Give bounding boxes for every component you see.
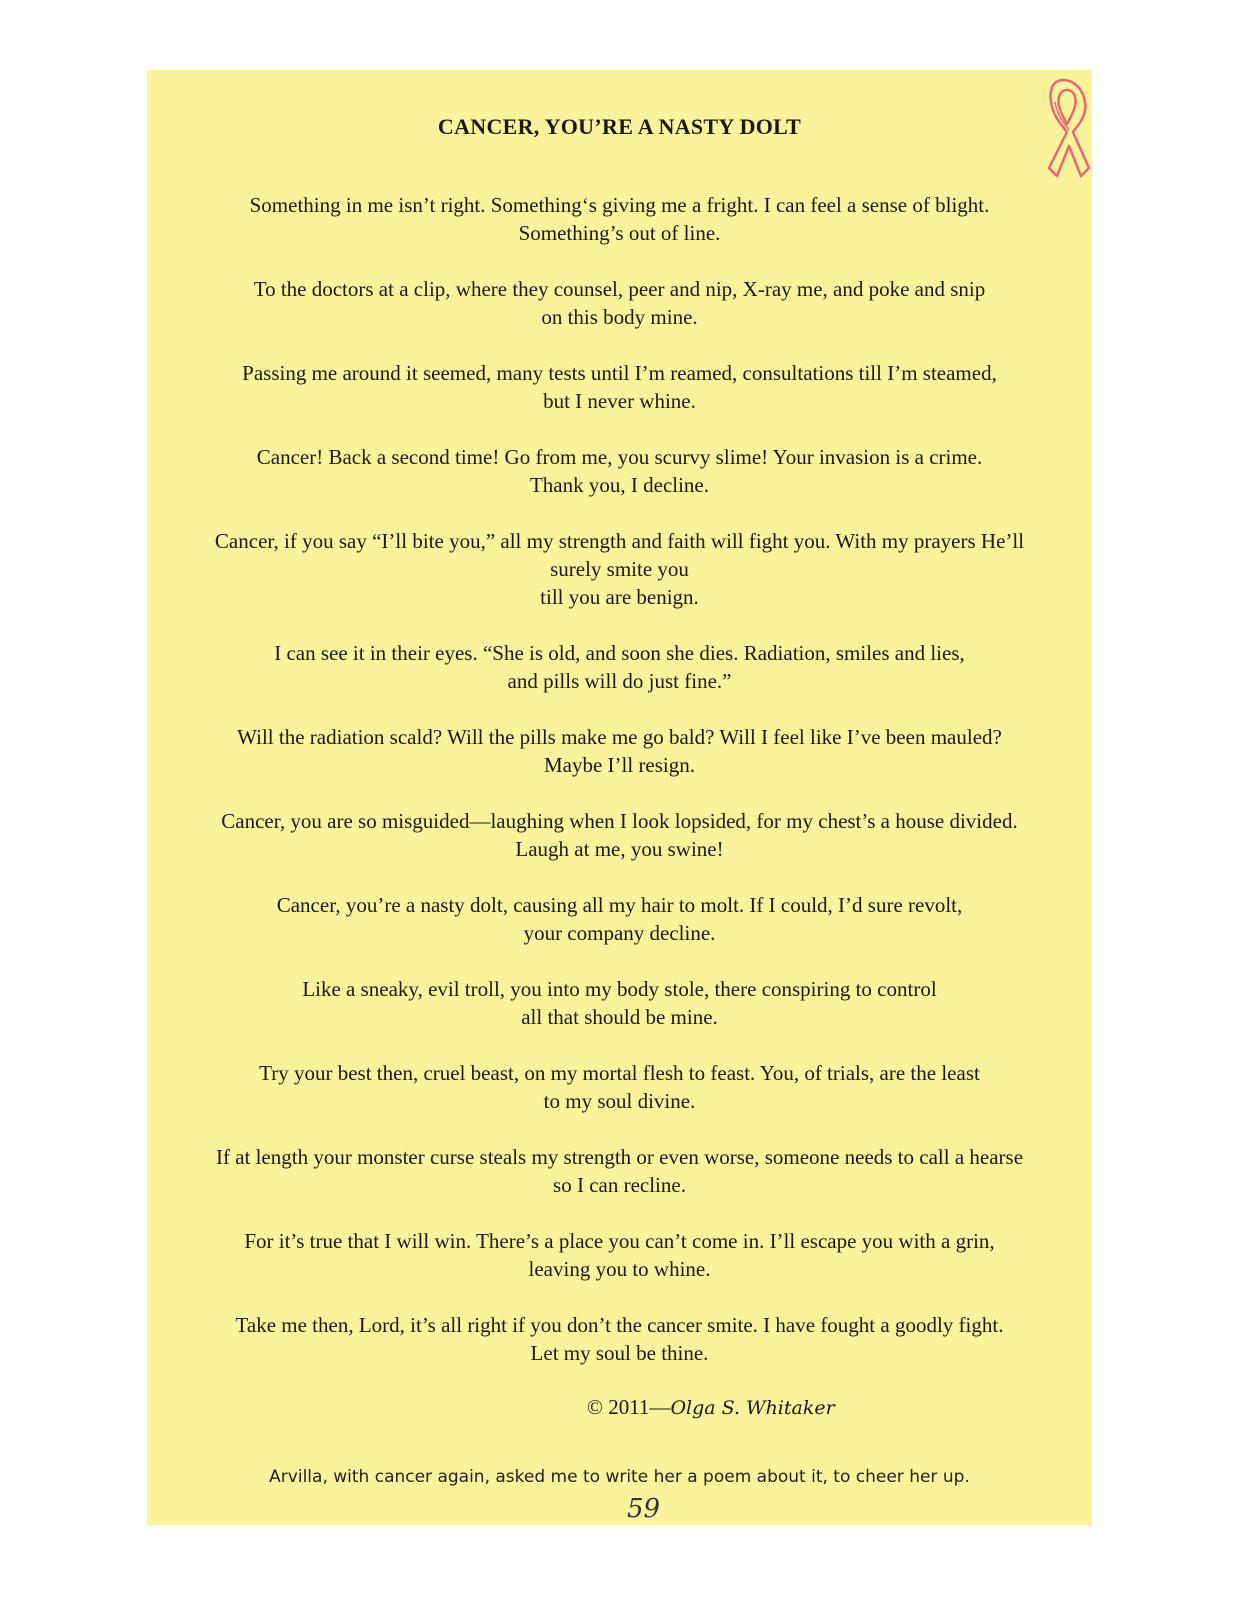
stanza-line: all that should be mine. [521,1005,718,1029]
stanza [141,359,1098,415]
copyright-line [587,1395,835,1420]
stanza-line: I can see it in their eyes. “She is old, and soon she dies. Radiation, smiles and lies, [274,641,965,665]
stanza-line: till you are benign. [540,585,699,609]
stanza [141,275,1098,331]
stanza-line: to my soul divine. [543,1089,696,1113]
poem-body [141,191,1098,1395]
stanza-line: leaving you to whine. [528,1257,711,1281]
stanza-line: your company decline. [523,921,716,945]
stanza-line: Cancer, you’re a nasty dolt, causing all my hair to molt. If I could, I’d sure revolt, [276,893,963,917]
stanza-line: Cancer, if you say “I’ll bite you,” all my strength and faith will fight you. With my prayers He’ll [214,529,1025,553]
stanza-line: Maybe I’ll resign. [543,753,696,777]
stanza [141,443,1098,499]
stanza [141,191,1098,247]
stanza [141,1311,1098,1367]
stanza [141,1143,1098,1199]
copyright-text: © 2011— [587,1395,671,1419]
stanza [141,807,1098,863]
poem-page [147,70,1092,1525]
poem-title: CANCER, YOU’RE A NASTY DOLT [437,114,802,139]
stanza-line: Take me then, Lord, it’s all right if you don’t the cancer smite. I have fought a goodly fight. [235,1313,1004,1337]
stanza [141,723,1098,779]
stanza-line: and pills will do just fine.” [507,669,732,693]
stanza-line: but I never whine. [543,389,696,413]
stanza [141,1227,1098,1283]
stanza-line: Try your best then, cruel beast, on my mortal flesh to feast. You, of trials, are the least [259,1061,980,1085]
stanza-line: Let my soul be thine. [530,1341,709,1365]
stanza-line: Something’s out of line. [518,221,721,245]
stanza-line: Thank you, I decline. [529,473,710,497]
stanza [141,527,1098,611]
author-signature: Olga S. Whitaker [670,1397,835,1419]
stanza [141,975,1098,1031]
stanza-line: on this body mine. [541,305,698,329]
stanza-line: Will the radiation scald? Will the pills make me go bald? Will I feel like I’ve been mauled? [237,725,1002,749]
stanza-line: Laugh at me, you swine! [515,837,724,861]
stanza-line: Cancer, you are so misguided—laughing when I look lopsided, for my chest’s a house divided. [221,809,1018,833]
stanza-line: Cancer! Back a second time! Go from me, you scurvy slime! Your invasion is a crime. [256,445,983,469]
stanza [141,639,1098,695]
stanza-line: To the doctors at a clip, where they counsel, peer and nip, X-ray me, and poke and snip [253,277,986,301]
page-number: 59 [627,1494,661,1524]
awareness-ribbon-icon [1035,72,1095,182]
stanza [141,1059,1098,1115]
stanza-line: If at length your monster curse steals my strength or even worse, someone needs to call a hearse [215,1145,1024,1169]
stanza [141,891,1098,947]
stanza-line: so I can recline. [553,1173,686,1197]
stanza-line: For it’s true that I will win. There’s a place you can’t come in. I’ll escape you with a grin, [244,1229,995,1253]
stanza-line: surely smite you [550,557,689,581]
stanza-line: Like a sneaky, evil troll, you into my body stole, there conspiring to control [302,977,937,1001]
stanza-line: Something in me isn’t right. Something‘s giving me a fright. I can feel a sense of blight. [249,193,990,217]
dedication-note: Arvilla, with cancer again, asked me to write her a poem about it, to cheer her up. [269,1467,970,1487]
stanza-line: Passing me around it seemed, many tests until I’m reamed, consultations till I’m steamed, [242,361,997,385]
